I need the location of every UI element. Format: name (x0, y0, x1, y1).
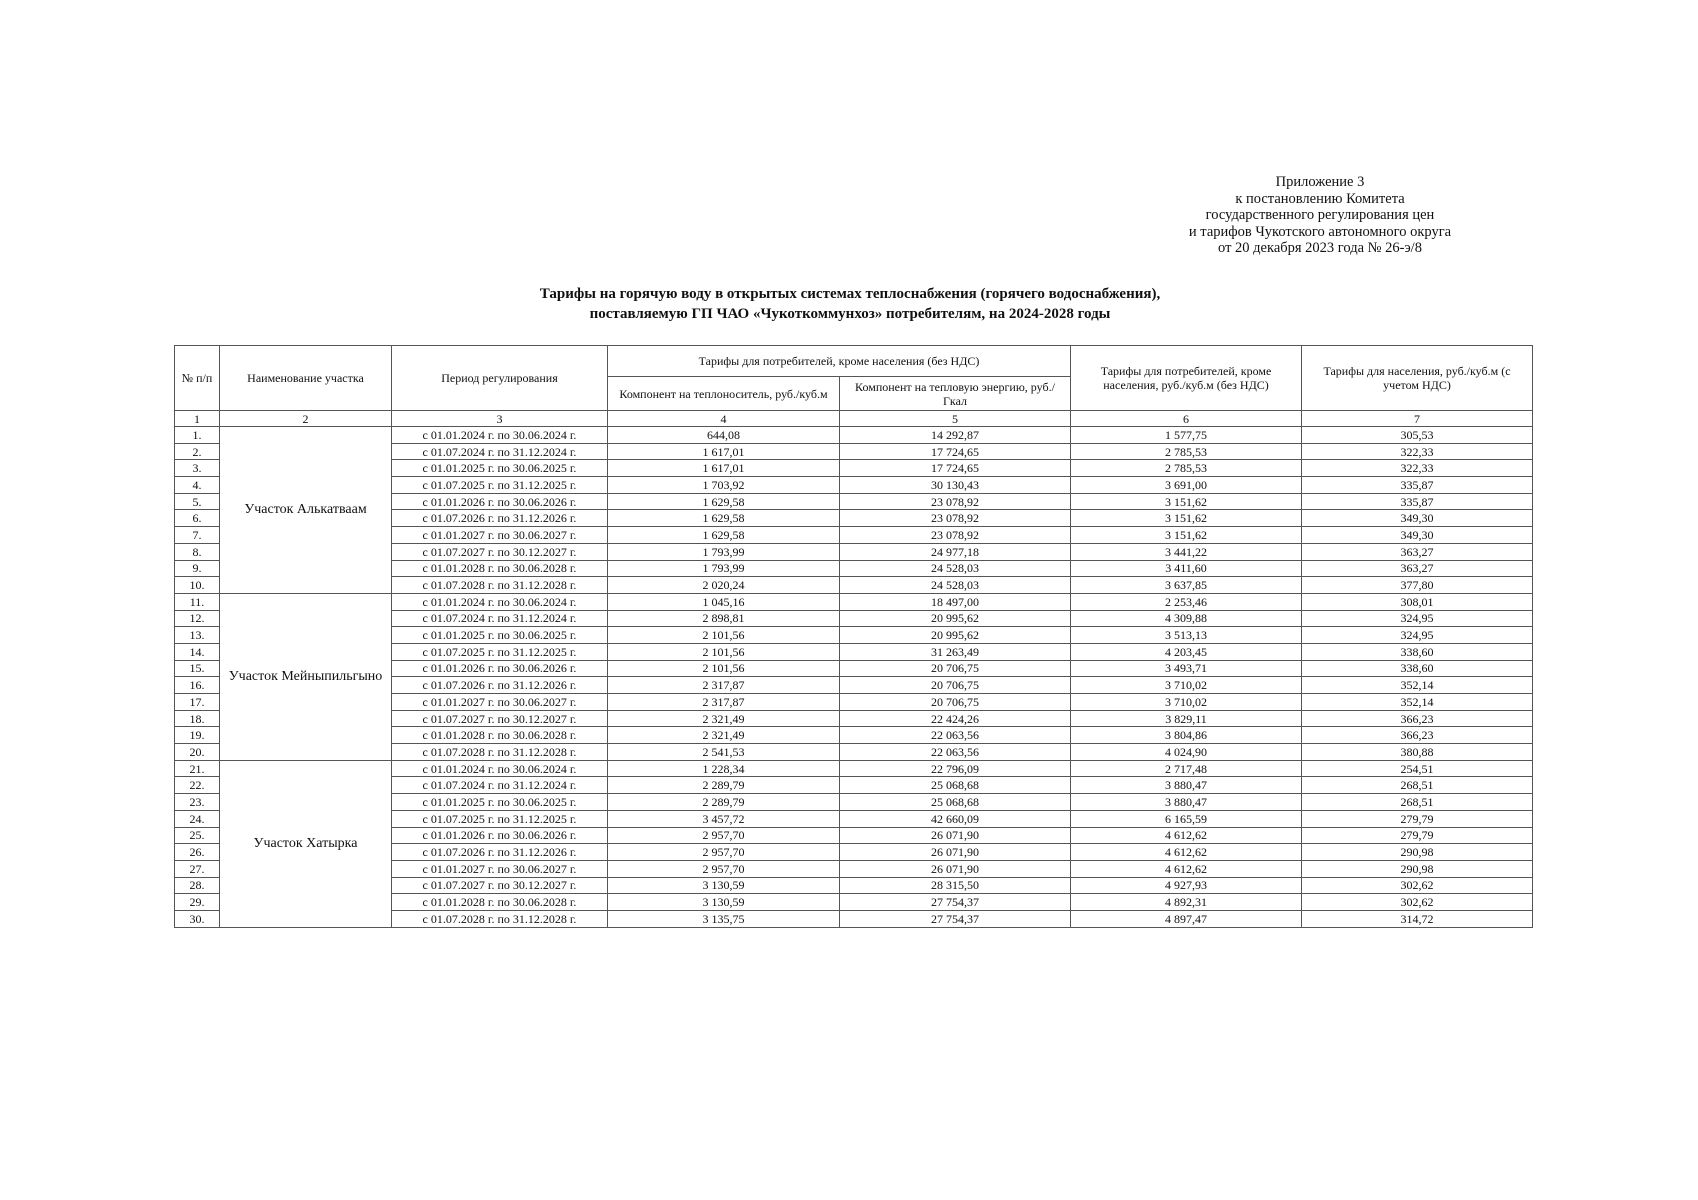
period-cell: с 01.07.2028 г. по 31.12.2028 г. (392, 910, 608, 927)
period-cell: с 01.01.2025 г. по 30.06.2025 г. (392, 794, 608, 811)
comp-energy-cell: 42 660,09 (840, 810, 1071, 827)
row-number: 9. (175, 560, 220, 577)
comp-energy-cell: 31 263,49 (840, 643, 1071, 660)
tariff-pop-cell: 279,79 (1302, 810, 1533, 827)
tariff-pop-cell: 363,27 (1302, 543, 1533, 560)
period-cell: с 01.07.2026 г. по 31.12.2026 г. (392, 510, 608, 527)
tariff-nonpop-cell: 4 203,45 (1071, 643, 1302, 660)
comp-carrier-cell: 1 793,99 (608, 543, 840, 560)
tariff-pop-cell: 324,95 (1302, 627, 1533, 644)
comp-energy-cell: 24 977,18 (840, 543, 1071, 560)
tariff-pop-cell: 349,30 (1302, 510, 1533, 527)
period-cell: с 01.01.2026 г. по 30.06.2026 г. (392, 493, 608, 510)
comp-energy-cell: 20 706,75 (840, 694, 1071, 711)
appendix-reference (1130, 174, 1510, 257)
table-row (175, 593, 1533, 610)
row-number: 4. (175, 477, 220, 494)
tariff-pop-cell: 279,79 (1302, 827, 1533, 844)
period-cell: с 01.07.2027 г. по 30.12.2027 г. (392, 543, 608, 560)
comp-energy-cell: 27 754,37 (840, 910, 1071, 927)
tariff-nonpop-cell: 3 151,62 (1071, 493, 1302, 510)
comp-carrier-cell: 3 130,59 (608, 894, 840, 911)
row-number: 8. (175, 543, 220, 560)
header-period: Период регулирования (392, 346, 608, 411)
row-number: 2. (175, 443, 220, 460)
comp-energy-cell: 14 292,87 (840, 427, 1071, 444)
tariff-pop-cell: 302,62 (1302, 877, 1533, 894)
row-number: 25. (175, 827, 220, 844)
tariff-nonpop-cell: 3 880,47 (1071, 794, 1302, 811)
column-number: 2 (220, 411, 392, 427)
period-cell: с 01.01.2024 г. по 30.06.2024 г. (392, 593, 608, 610)
comp-energy-cell: 26 071,90 (840, 860, 1071, 877)
comp-carrier-cell: 2 321,49 (608, 710, 840, 727)
column-number: 7 (1302, 411, 1533, 427)
comp-energy-cell: 26 071,90 (840, 844, 1071, 861)
tariff-nonpop-cell: 3 493,71 (1071, 660, 1302, 677)
period-cell: с 01.07.2024 г. по 31.12.2024 г. (392, 610, 608, 627)
period-cell: с 01.07.2027 г. по 30.12.2027 г. (392, 710, 608, 727)
tariff-pop-cell: 290,98 (1302, 844, 1533, 861)
row-number: 26. (175, 844, 220, 861)
period-cell: с 01.01.2028 г. по 30.06.2028 г. (392, 560, 608, 577)
column-number: 4 (608, 411, 840, 427)
tariff-nonpop-cell: 4 927,93 (1071, 877, 1302, 894)
tariff-nonpop-cell: 3 637,85 (1071, 577, 1302, 594)
comp-energy-cell: 20 995,62 (840, 610, 1071, 627)
period-cell: с 01.07.2026 г. по 31.12.2026 г. (392, 677, 608, 694)
row-number: 22. (175, 777, 220, 794)
appendix-line: государственного регулирования цен (1205, 207, 1435, 223)
row-number: 14. (175, 643, 220, 660)
row-number: 23. (175, 794, 220, 811)
site-name: Участок Хатырка (220, 760, 392, 927)
comp-energy-cell: 24 528,03 (840, 577, 1071, 594)
comp-carrier-cell: 1 617,01 (608, 443, 840, 460)
tariff-pop-cell: 366,23 (1302, 710, 1533, 727)
row-number: 7. (175, 527, 220, 544)
comp-energy-cell: 25 068,68 (840, 777, 1071, 794)
tariff-pop-cell: 290,98 (1302, 860, 1533, 877)
comp-carrier-cell: 2 957,70 (608, 860, 840, 877)
row-number: 3. (175, 460, 220, 477)
tariff-pop-cell: 352,14 (1302, 677, 1533, 694)
comp-carrier-cell: 2 957,70 (608, 827, 840, 844)
row-number: 1. (175, 427, 220, 444)
tariff-nonpop-cell: 4 612,62 (1071, 844, 1302, 861)
comp-carrier-cell: 1 703,92 (608, 477, 840, 494)
tariff-nonpop-cell: 2 253,46 (1071, 593, 1302, 610)
row-number: 29. (175, 894, 220, 911)
row-number: 18. (175, 710, 220, 727)
comp-carrier-cell: 3 135,75 (608, 910, 840, 927)
period-cell: с 01.01.2028 г. по 30.06.2028 г. (392, 727, 608, 744)
comp-energy-cell: 23 078,92 (840, 493, 1071, 510)
comp-energy-cell: 22 796,09 (840, 760, 1071, 777)
row-number: 20. (175, 744, 220, 761)
comp-energy-cell: 23 078,92 (840, 527, 1071, 544)
header-tariff-pop: Тарифы для населения, руб./куб.м (с учетом НДС) (1302, 346, 1533, 411)
appendix-line: к постановлению Комитета (1235, 190, 1405, 207)
tariff-nonpop-cell: 3 880,47 (1071, 777, 1302, 794)
row-number: 16. (175, 677, 220, 694)
comp-energy-cell: 17 724,65 (840, 443, 1071, 460)
tariff-nonpop-cell: 4 612,62 (1071, 827, 1302, 844)
period-cell: с 01.01.2028 г. по 30.06.2028 г. (392, 894, 608, 911)
row-number: 13. (175, 627, 220, 644)
tariff-pop-cell: 314,72 (1302, 910, 1533, 927)
comp-energy-cell: 24 528,03 (840, 560, 1071, 577)
tariff-pop-cell: 338,60 (1302, 643, 1533, 660)
comp-energy-cell: 30 130,43 (840, 477, 1071, 494)
comp-energy-cell: 20 706,75 (840, 677, 1071, 694)
comp-carrier-cell: 1 228,34 (608, 760, 840, 777)
period-cell: с 01.01.2027 г. по 30.06.2027 г. (392, 694, 608, 711)
tariff-nonpop-cell: 3 441,22 (1071, 543, 1302, 560)
tariff-pop-cell: 308,01 (1302, 593, 1533, 610)
period-cell: с 01.01.2025 г. по 30.06.2025 г. (392, 460, 608, 477)
comp-carrier-cell: 1 793,99 (608, 560, 840, 577)
tariff-nonpop-cell: 4 897,47 (1071, 910, 1302, 927)
site-name: Участок Алькатваам (220, 427, 392, 594)
tariff-nonpop-cell: 4 612,62 (1071, 860, 1302, 877)
tariff-pop-cell: 380,88 (1302, 744, 1533, 761)
tariff-table (174, 345, 1533, 928)
tariff-pop-cell: 322,33 (1302, 460, 1533, 477)
comp-carrier-cell: 2 957,70 (608, 844, 840, 861)
row-number: 30. (175, 910, 220, 927)
period-cell: с 01.01.2024 г. по 30.06.2024 г. (392, 427, 608, 444)
comp-energy-cell: 27 754,37 (840, 894, 1071, 911)
tariff-pop-cell: 254,51 (1302, 760, 1533, 777)
column-number: 1 (175, 411, 220, 427)
comp-carrier-cell: 2 101,56 (608, 643, 840, 660)
tariff-pop-cell: 268,51 (1302, 777, 1533, 794)
comp-carrier-cell: 2 020,24 (608, 577, 840, 594)
comp-carrier-cell: 1 045,16 (608, 593, 840, 610)
comp-carrier-cell: 3 457,72 (608, 810, 840, 827)
header-comp-carrier: Компонент на теплоноситель, руб./куб.м (608, 377, 840, 411)
period-cell: с 01.07.2027 г. по 30.12.2027 г. (392, 877, 608, 894)
row-number: 11. (175, 593, 220, 610)
header-tariff-nonpop: Тарифы для потребителей, кроме населения, руб./куб.м (без НДС) (1071, 346, 1302, 411)
row-number: 6. (175, 510, 220, 527)
tariff-nonpop-cell: 3 151,62 (1071, 527, 1302, 544)
comp-energy-cell: 23 078,92 (840, 510, 1071, 527)
comp-carrier-cell: 1 629,58 (608, 493, 840, 510)
comp-energy-cell: 26 071,90 (840, 827, 1071, 844)
row-number: 12. (175, 610, 220, 627)
period-cell: с 01.01.2027 г. по 30.06.2027 г. (392, 860, 608, 877)
row-number: 21. (175, 760, 220, 777)
comp-carrier-cell: 2 289,79 (608, 794, 840, 811)
tariff-pop-cell: 302,62 (1302, 894, 1533, 911)
comp-energy-cell: 28 315,50 (840, 877, 1071, 894)
tariff-pop-cell: 363,27 (1302, 560, 1533, 577)
appendix-line: от 20 декабря 2023 года № 26-э/8 (1218, 240, 1422, 256)
row-number: 10. (175, 577, 220, 594)
row-number: 24. (175, 810, 220, 827)
tariff-pop-cell: 352,14 (1302, 694, 1533, 711)
period-cell: с 01.07.2024 г. по 31.12.2024 г. (392, 443, 608, 460)
comp-carrier-cell: 2 317,87 (608, 694, 840, 711)
comp-carrier-cell: 1 629,58 (608, 510, 840, 527)
comp-energy-cell: 20 706,75 (840, 660, 1071, 677)
tariff-pop-cell: 366,23 (1302, 727, 1533, 744)
row-number: 15. (175, 660, 220, 677)
comp-energy-cell: 18 497,00 (840, 593, 1071, 610)
tariff-nonpop-cell: 4 309,88 (1071, 610, 1302, 627)
comp-carrier-cell: 2 289,79 (608, 777, 840, 794)
tariff-table-body (175, 427, 1533, 928)
period-cell: с 01.01.2025 г. по 30.06.2025 г. (392, 627, 608, 644)
column-number: 5 (840, 411, 1071, 427)
comp-carrier-cell: 2 101,56 (608, 660, 840, 677)
tariff-pop-cell: 335,87 (1302, 477, 1533, 494)
period-cell: с 01.07.2025 г. по 31.12.2025 г. (392, 477, 608, 494)
column-number: 3 (392, 411, 608, 427)
row-number: 28. (175, 877, 220, 894)
tariff-pop-cell: 377,80 (1302, 577, 1533, 594)
comp-energy-cell: 20 995,62 (840, 627, 1071, 644)
appendix-line: Приложение 3 (1275, 174, 1365, 190)
row-number: 27. (175, 860, 220, 877)
period-cell: с 01.01.2026 г. по 30.06.2026 г. (392, 827, 608, 844)
table-row (175, 760, 1533, 777)
comp-carrier-cell: 1 629,58 (608, 527, 840, 544)
tariff-pop-cell: 335,87 (1302, 493, 1533, 510)
comp-carrier-cell: 2 321,49 (608, 727, 840, 744)
table-row (175, 427, 1533, 444)
comp-carrier-cell: 2 541,53 (608, 744, 840, 761)
tariff-nonpop-cell: 2 785,53 (1071, 460, 1302, 477)
period-cell: с 01.07.2024 г. по 31.12.2024 г. (392, 777, 608, 794)
tariff-pop-cell: 322,33 (1302, 443, 1533, 460)
tariff-nonpop-cell: 3 691,00 (1071, 477, 1302, 494)
tariff-nonpop-cell: 3 513,13 (1071, 627, 1302, 644)
title-line-1: Тарифы на горячую воду в открытых системах теплоснабжения (горячего водоснабжения), (539, 286, 1161, 302)
tariff-nonpop-cell: 3 151,62 (1071, 510, 1302, 527)
row-number: 5. (175, 493, 220, 510)
row-number: 17. (175, 694, 220, 711)
comp-carrier-cell: 2 101,56 (608, 627, 840, 644)
tariff-nonpop-cell: 3 829,11 (1071, 710, 1302, 727)
tariff-nonpop-cell: 6 165,59 (1071, 810, 1302, 827)
comp-energy-cell: 17 724,65 (840, 460, 1071, 477)
comp-carrier-cell: 2 898,81 (608, 610, 840, 627)
tariff-nonpop-cell: 3 710,02 (1071, 694, 1302, 711)
tariff-nonpop-cell: 1 577,75 (1071, 427, 1302, 444)
tariff-pop-cell: 349,30 (1302, 527, 1533, 544)
title-line-2: поставляемую ГП ЧАО «Чукоткоммунхоз» потребителям, на 2024-2028 годы (589, 306, 1111, 322)
period-cell: с 01.01.2027 г. по 30.06.2027 г. (392, 527, 608, 544)
comp-energy-cell: 25 068,68 (840, 794, 1071, 811)
comp-carrier-cell: 1 617,01 (608, 460, 840, 477)
header-group-nonpop: Тарифы для потребителей, кроме населения (без НДС) (608, 346, 1071, 377)
comp-energy-cell: 22 063,56 (840, 727, 1071, 744)
tariff-nonpop-cell: 4 892,31 (1071, 894, 1302, 911)
header-site: Наименование участка (220, 346, 392, 411)
document-title (350, 284, 1350, 324)
period-cell: с 01.07.2026 г. по 31.12.2026 г. (392, 844, 608, 861)
period-cell: с 01.07.2025 г. по 31.12.2025 г. (392, 810, 608, 827)
column-number: 6 (1071, 411, 1302, 427)
site-name: Участок Мейныпильгыно (220, 593, 392, 760)
tariff-nonpop-cell: 2 717,48 (1071, 760, 1302, 777)
comp-carrier-cell: 3 130,59 (608, 877, 840, 894)
comp-energy-cell: 22 424,26 (840, 710, 1071, 727)
row-number: 19. (175, 727, 220, 744)
comp-energy-cell: 22 063,56 (840, 744, 1071, 761)
header-num: № п/п (175, 346, 220, 411)
appendix-line: и тарифов Чукотского автономного округа (1188, 223, 1452, 240)
period-cell: с 01.07.2025 г. по 31.12.2025 г. (392, 643, 608, 660)
tariff-pop-cell: 324,95 (1302, 610, 1533, 627)
period-cell: с 01.01.2024 г. по 30.06.2024 г. (392, 760, 608, 777)
tariff-nonpop-cell: 3 710,02 (1071, 677, 1302, 694)
period-cell: с 01.01.2026 г. по 30.06.2026 г. (392, 660, 608, 677)
period-cell: с 01.07.2028 г. по 31.12.2028 г. (392, 577, 608, 594)
tariff-pop-cell: 268,51 (1302, 794, 1533, 811)
tariff-nonpop-cell: 3 804,86 (1071, 727, 1302, 744)
tariff-nonpop-cell: 3 411,60 (1071, 560, 1302, 577)
period-cell: с 01.07.2028 г. по 31.12.2028 г. (392, 744, 608, 761)
tariff-nonpop-cell: 4 024,90 (1071, 744, 1302, 761)
comp-carrier-cell: 644,08 (608, 427, 840, 444)
comp-carrier-cell: 2 317,87 (608, 677, 840, 694)
tariff-pop-cell: 338,60 (1302, 660, 1533, 677)
header-comp-energy: Компонент на тепловую энергию, руб./Гкал (840, 377, 1071, 411)
tariff-nonpop-cell: 2 785,53 (1071, 443, 1302, 460)
tariff-pop-cell: 305,53 (1302, 427, 1533, 444)
